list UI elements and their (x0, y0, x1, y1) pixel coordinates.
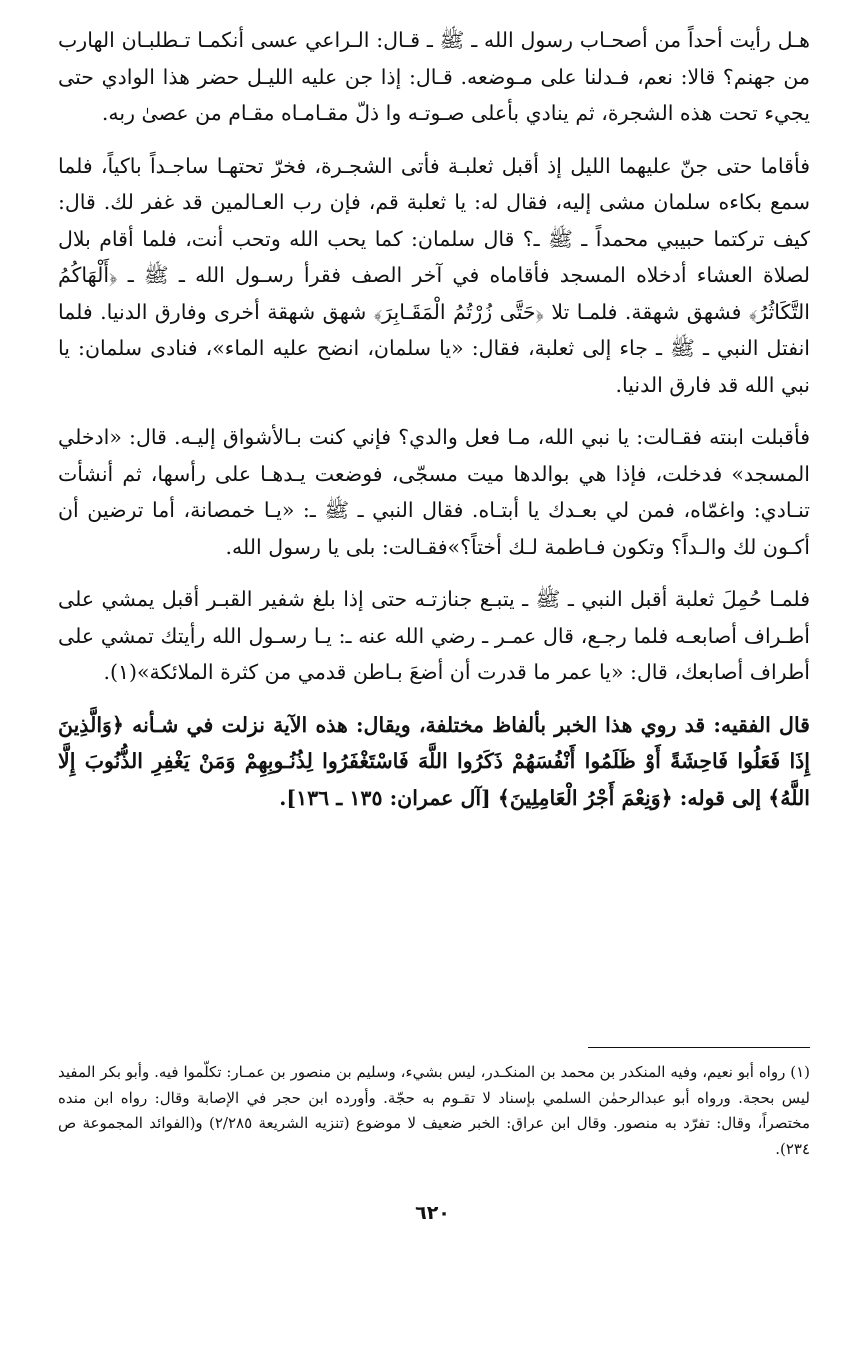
footnote: (١) رواه أبو نعيم، وفيه المنكدر بن محمد بن المنكـدر، ليس بشيء، وسليم بن منصور بن عمـار: تكلّموا فيه. وأبو بكر المفيد ليس بحجة. ورواه أبو عبدالرحمٰن السلمي بإسناد لا تقـوم به حجّة. وأورده ابن حجر في الإصابة وقال: رواه ابن منده مختصراً، وقال: تفرّد به منصور. وقال ابن عراق: الخبر ضعيف لا موضوع (تنزيه الشريعة ٢/٢٨٥) و(الفوائد المجموعة ص ٢٣٤). (58, 1063, 810, 1158)
footnote-separator (588, 1047, 810, 1048)
paragraph-4: فلمـا حُمِلَ ثعلبة أقبل النبي ـ ﷺ ـ يتبـع جنازتـه حتى إذا بلغ شفير القبـر أقبل يمشي على أطـراف أصابعـه فلما رجـع، قال عمـر ـ رضي الله عنه ـ: يـا رسـول الله رأيتك تمشي على أطراف أصابعك، قال: «يا عمر ما قدرت أن أضعَ بـاطن قدمي من كثرة الملائكة»(١). (58, 587, 810, 684)
page-number: ٦٢٠ (415, 1202, 450, 1224)
paragraph-5: قال الفقيه: قد روي هذا الخبر بألفاظ مختلفة، ويقال: هذه الآية نزلت في شـأنه ﴿وَالَّذِينَ إِذَا فَعَلُوا فَاحِشَةً أَوْ ظَلَمُوا أَنْفُسَهُمْ ذَكَرُوا اللَّهَ فَاسْتَغْفَرُوا لِذُنُـوبِهِمْ وَمَنْ يَغْفِرِ الذُّنُوبَ إِلَّا اللَّهُ﴾ إلى قوله: ﴿وَنِعْمَ أَجْرُ الْعَامِلِينَ﴾ [آل عمران: ١٣٥ ـ ١٣٦]. (58, 712, 810, 810)
paragraph-2: فأقاما حتى جنّ عليهما الليل إذ أقبل ثعلبـة فأتى الشجـرة، فخرّ تحتهـا ساجـداً باكياً، فلما سمع بكاءه سلمان مشى إليه، فقال له: يا ثعلبة قم، فإن رب العـالمين قد غفر لك. قال: كيف تركتما حبيبي محمداً ـ ﷺ ـ؟ قال سلمان: كما يحب الله وتحب أنت، فلما أقام بلال لصلاة العشاء أدخلاه المسجد فأقاماه في آخر الصف فقرأ رسـول الله ـ ﷺ ـ ﴿أَلْهَاكُمُ التَّكَاثُرُ﴾ فشهق شهقة. فلمـا تلا ﴿حَتَّى زُرْتُمُ الْمَقَـابِرَ﴾ شهق شهقة أخرى وفارق الدنيا. فلما انفتل النبي ـ ﷺ ـ جاء إلى ثعلبة، فقال: «يا سلمان، انضح عليه الماء»، فنادى سلمان: يا نبي الله قد فارق الدنيا. (58, 153, 810, 397)
page-body (58, 22, 810, 816)
paragraph-3: فأقبلت ابنته فقـالت: يا نبي الله، مـا فعل والدي؟ فإني كنت بـالأشواق إليـه. قال: «ادخلي المسجد» فدخلت، فإذا هي بوالدها ميت مسجّى، فوضعت يـدهـا على رأسها، ثم أنشأت تنـادي: واغمّاه، فمن لي بعـدك يا أبتـاه. فقال النبي ـ ﷺ ـ: «يـا خمصانة، أما ترضين أن أكـون لك والـداً؟ وتكون فـاطمة لـك أختاً؟»فقـالت: بلى يا رسول الله. (58, 425, 810, 559)
paragraph-1: هـل رأيت أحداً من أصحـاب رسول الله ـ ﷺ ـ قـال: الـراعي عسى أنكمـا تـطلبـان الهارب من جهنم؟ قالا: نعم، فـدلنا على مـوضعه. قـال: إذا جن عليه الليـل حضر هذا الوادي حتى يجيء تحت هذه الشجرة، ثم ينادي بأعلى صـوتـه وا ذلّ مقـامـاه مقـام من عصىٰ ربه. (58, 28, 810, 125)
